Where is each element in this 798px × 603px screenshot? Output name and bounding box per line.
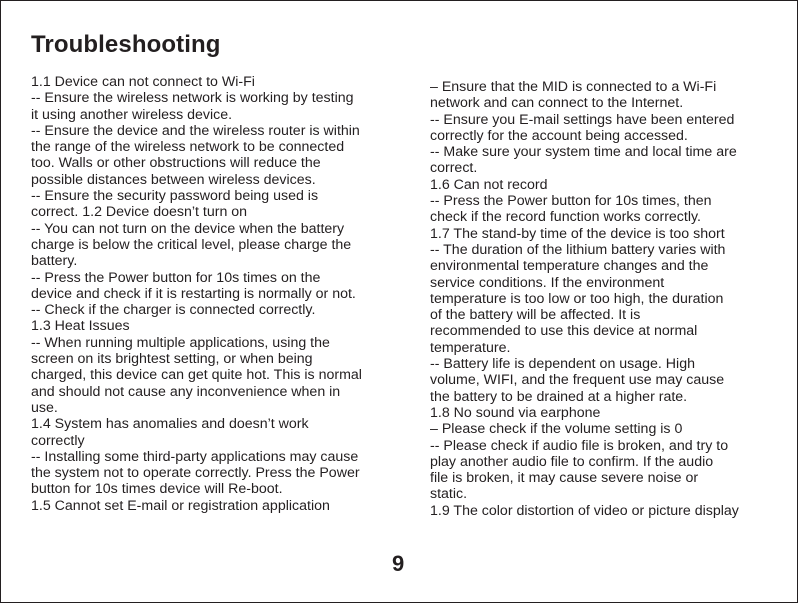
text-line: -- When running multiple applications, using the [31, 334, 330, 351]
text-line: the battery to be drained at a higher rate. [430, 388, 688, 405]
section-heading: 1.6 Can not record [430, 176, 548, 193]
text-line: temperature is too low or too high, the duration [430, 290, 724, 307]
section-heading: 1.9 The color distortion of video or picture display [430, 502, 739, 519]
text-line: and should not cause any inconvenience when in [31, 383, 341, 400]
text-line: -- Press the Power button for 10s times on the [31, 269, 321, 286]
text-line: temperature. [430, 339, 511, 356]
text-line: -- Ensure the wireless network is working by testing [31, 90, 354, 107]
text-line: possible distances between wireless devices. [31, 171, 316, 188]
text-line: – Ensure that the MID is connected to a Wi-Fi [430, 79, 717, 95]
text-line: play another audio file to confirm. If the audio [430, 453, 714, 470]
text-line: -- Please check if audio file is broken, and try to [430, 437, 729, 454]
page-number: 9 [392, 551, 405, 576]
section-heading: correctly [31, 432, 85, 449]
section-heading: 1.8 No sound via earphone [430, 404, 601, 421]
text-line: -- Make sure your system time and local time are [430, 144, 737, 161]
text-line: -- The duration of the lithium battery varies with [430, 241, 726, 258]
section-heading: 1.7 The stand-by time of the device is too short [430, 225, 725, 242]
left-column [31, 74, 381, 514]
text-line: -- You can not turn on the device when the battery [31, 220, 345, 237]
text-line: correct. 1.2 Device doesn’t turn on [31, 204, 248, 221]
section-heading: 1.4 System has anomalies and doesn’t work [31, 416, 309, 433]
text-line: device and check if it is restarting is normally or not. [31, 285, 356, 302]
section-heading: 1.3 Heat Issues [31, 318, 130, 335]
text-line: battery. [31, 253, 78, 270]
text-line: the system not to operate correctly. Press the Power [31, 465, 360, 482]
text-line: 1.1 Device can not connect to Wi-Fi [31, 74, 255, 90]
text-line: button for 10s times device will Re-boot. [31, 481, 283, 498]
text-line: recommended to use this device at normal [430, 323, 698, 340]
text-line: the range of the wireless network to be connected [31, 139, 345, 156]
text-line: correctly for the account being accessed. [430, 127, 688, 144]
text-line: -- Ensure the security password being used is [31, 188, 319, 205]
text-line: of the battery will be affected. It is [430, 307, 641, 324]
text-line: charge is below the critical level, please charge the [31, 236, 352, 253]
text-line: -- Ensure the device and the wireless router is within [31, 122, 360, 139]
text-line: environmental temperature changes and the [430, 258, 709, 275]
text-line: -- Battery life is dependent on usage. High [430, 356, 695, 373]
right-column [430, 79, 770, 519]
text-line: -- Installing some third-party applications may cause [31, 448, 359, 465]
text-line: screen on its brightest setting, or when being [31, 351, 313, 368]
text-line: use. [31, 399, 58, 416]
section-heading: 1.5 Cannot set E-mail or registration application [31, 497, 330, 514]
text-line: file is broken, it may cause severe noise or [430, 470, 699, 487]
text-line: -- Ensure you E-mail settings have been entered [430, 111, 735, 128]
text-line: -- Press the Power button for 10s times, then [430, 193, 712, 210]
text-line: check if the record function works correctly. [430, 209, 701, 226]
text-line: static. [430, 486, 468, 503]
text-line: correct. [430, 160, 478, 177]
text-line: network and can connect to the Internet. [430, 95, 684, 112]
page-title: Troubleshooting [31, 31, 221, 58]
text-line: -- Check if the charger is connected correctly. [31, 302, 316, 319]
text-line: service conditions. If the environment [430, 274, 665, 291]
text-line: – Please check if the volume setting is 0 [430, 421, 683, 438]
text-line: too. Walls or other obstructions will reduce the [31, 155, 321, 172]
text-line: volume, WIFI, and the frequent use may cause [430, 372, 725, 389]
text-line: charged, this device can get quite hot. This is normal [31, 367, 362, 384]
text-line: it using another wireless device. [31, 106, 233, 123]
